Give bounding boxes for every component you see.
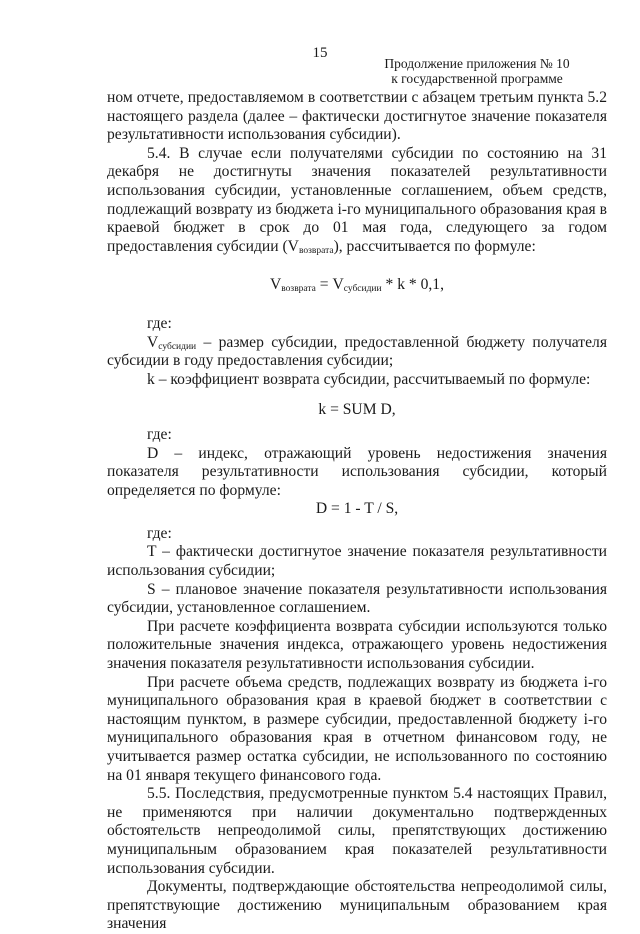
formula-eq-v: = V (315, 276, 344, 294)
formula-d: D = 1 - T / S, (315, 500, 399, 518)
appendix-header (352, 56, 602, 86)
formula-k: k = SUM D, (318, 401, 396, 419)
formula-return-volume (107, 276, 607, 295)
paragraph-coefficient-calc: При расчете коэффициента возврата субсидии используются только положительные значения индекса, отражающего уровень недостижения значения показателя результативности использования субсидии. (107, 617, 607, 673)
where-label: где: (147, 314, 172, 332)
definition-v-subscript: субсидии (158, 341, 197, 352)
definition-s: S – плановое значение показателя результативности использования субсидии, установленное соглашением. (107, 580, 607, 617)
where-label: где: (147, 425, 172, 443)
subscript-vozvrata: возврата (298, 245, 334, 256)
definition-v-text: – размер субсидии, предоставленной бюджету получателя субсидии в году предоставления субсидии; (107, 333, 607, 370)
formula-v: V (270, 276, 282, 294)
paragraph-5-5: 5.5. Последствия, предусмотренные пунктом 5.4 настоящих Правил, не применяются при наличии документально подтвержденных обстоятельств непреодолимой силы, препятствующих достижению муниципальным образованием края показателей результативности использования субсидии. (107, 785, 607, 877)
paragraph-5-4 (107, 145, 607, 257)
where-label: где: (147, 524, 172, 542)
paragraph-documents: Документы, подтверждающие обстоятельства непреодолимой силы, препятствующие достижению муниципальным образованием края значения (107, 878, 607, 933)
appendix-header-line2: к государственной программе (391, 71, 563, 86)
formula-sub-subsidii: субсидии (343, 284, 382, 295)
definition-k: k – коэффициент возврата субсидии, рассчитываемый по формуле: (147, 370, 591, 388)
definition-t: T – фактически достигнутое значение показателя результативности использования субсидии; (107, 543, 607, 580)
definition-v-subsidii (107, 334, 607, 371)
paragraph-5-4-tail: ), рассчитывается по формуле: (333, 237, 536, 255)
appendix-header-line1: Продолжение приложения № 10 (384, 56, 570, 71)
page-number: 15 (312, 45, 328, 61)
formula-sub-vozvrata: возврата (281, 284, 316, 295)
paragraph-volume-calc: При расчете объема средств, подлежащих возврату из бюджета i-го муниципального образования края в краевой бюджет в соответствии с настоящим пунктом, в размере субсидии, предоставленной бюджету i-го муниципального образования края в отчетном финансовом году, не учитывается размер остатка субсидии, не использованного по состоянию на 01 января текущего финансового года. (107, 673, 607, 784)
paragraph-5-4-text: 5.4. В случае если получателями субсидии по состоянию на 31 декабря не достигнуты значения показателей результативности использования субсидии, установленные соглашением, объем средств, подлежащий возврату из бюджета i-го муниципального образования края в краевой бюджет в срок до 01 мая года, следующего за годом предоставления субсидии (V (107, 144, 607, 255)
definition-d: D – индекс, отражающий уровень недостижения значения показателя результативности использования субсидии, который определяется по формуле: (107, 444, 607, 499)
formula-rest: * k * 0,1, (381, 276, 444, 294)
document-body (107, 89, 607, 934)
paragraph-continuation: ном отчете, предоставляемом в соответствии с абзацем третьим пункта 5.2 настоящего раздела (далее – фактически достигнутое значение показателя результативности использования субсидии). (107, 89, 607, 144)
definition-v-symbol: V (147, 333, 159, 351)
